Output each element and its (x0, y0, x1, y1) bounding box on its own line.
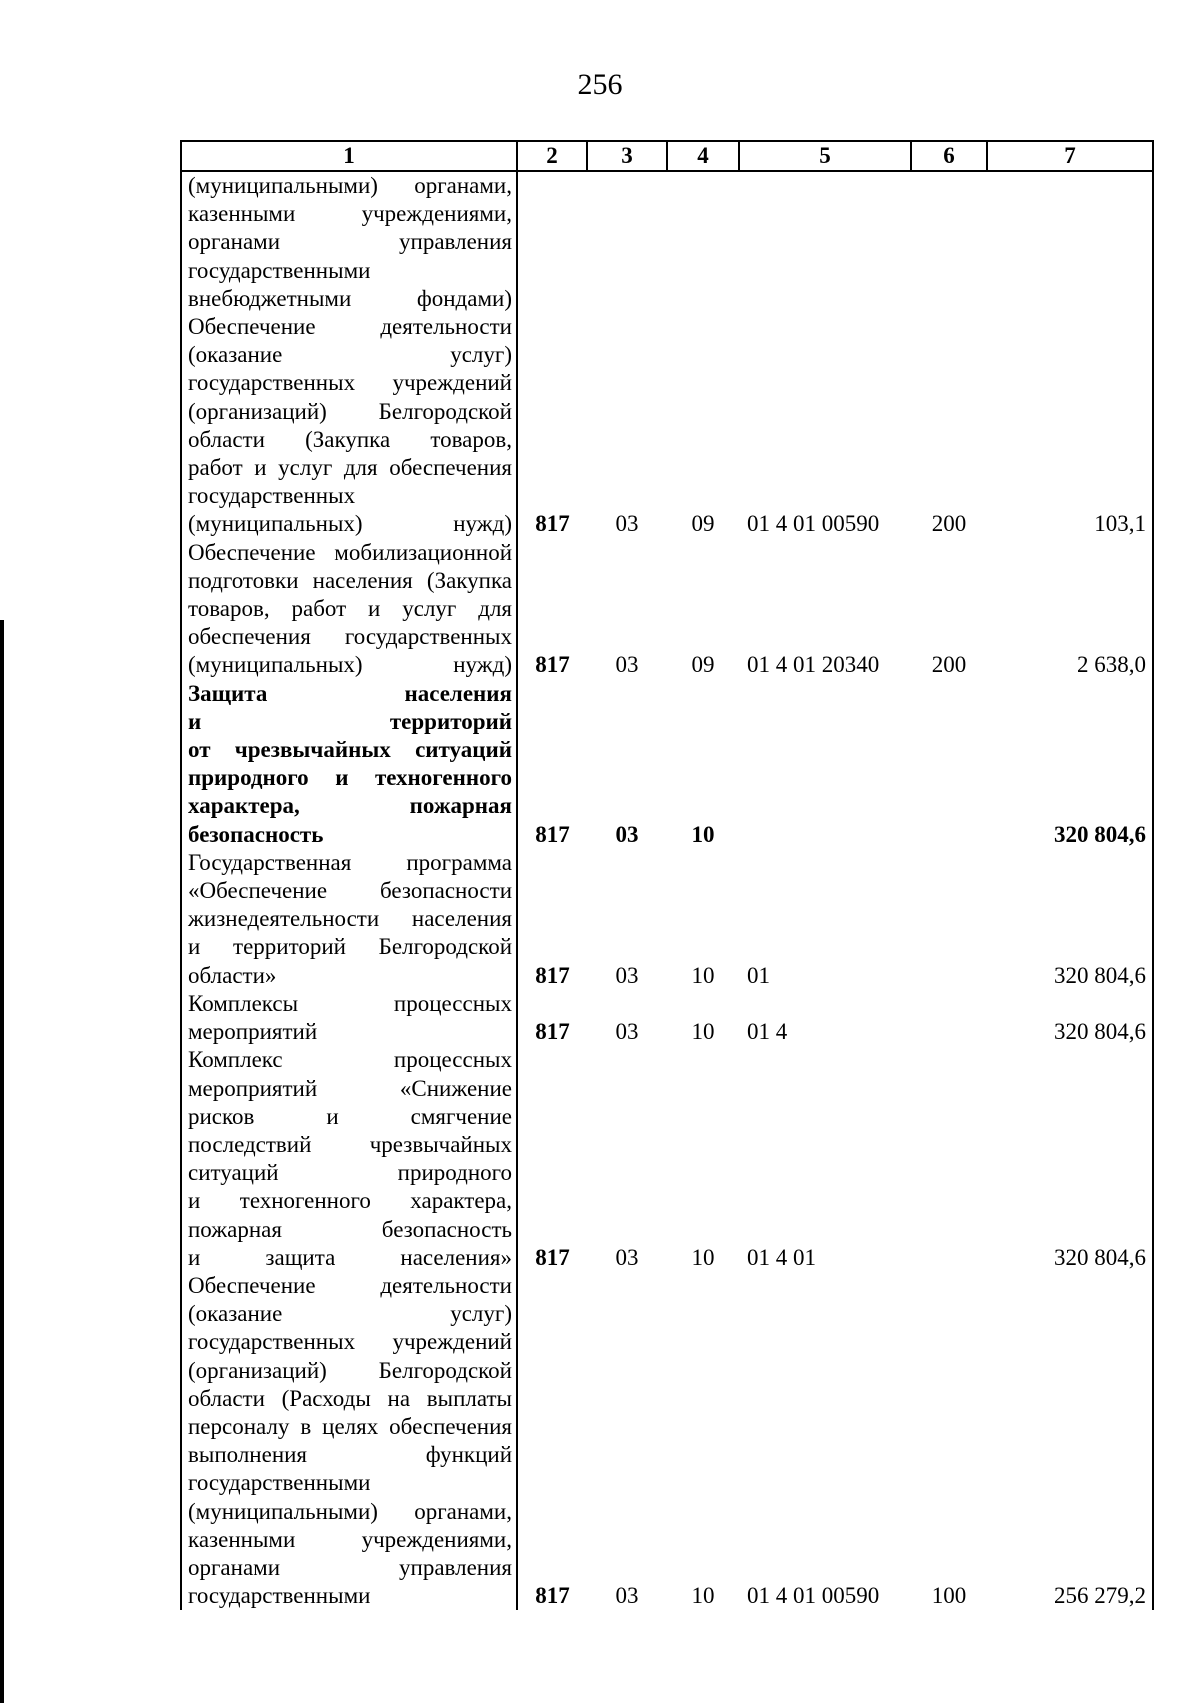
column-header-5: 5 (739, 141, 911, 171)
cell-col-2: 817 (517, 1272, 587, 1610)
table-row (181, 171, 1153, 313)
item-name-line: внебюджетными фондами) (188, 285, 512, 311)
item-name-line: Комплекс процессных (188, 1047, 512, 1073)
column-header-3: 3 (587, 141, 667, 171)
cell-col-7: 320 804,6 (987, 849, 1153, 990)
cell-col-6 (911, 171, 987, 313)
cell-col-3: 03 (615, 1244, 639, 1270)
cell-col-4: 10 (691, 1583, 715, 1609)
item-name-line: (муниципальными) органами, (188, 1498, 512, 1524)
item-name-line: Обеспечение деятельности (188, 1272, 512, 1298)
cell-col-7 (987, 171, 1153, 313)
item-name-line: обеспечения государственных (188, 624, 512, 650)
item-name-line: Государственная программа (188, 849, 512, 875)
cell-col-5: 01 4 (747, 1019, 788, 1045)
cell-col-5 (739, 680, 911, 849)
cell-col-7: 103,1 (987, 313, 1153, 539)
cell-col-5: 01 4 01 00590 (747, 511, 880, 537)
cell-col-3: 03 (615, 1583, 639, 1609)
table-body (181, 171, 1153, 1610)
cell-col-3: 03 (615, 652, 639, 678)
item-name-line: пожарная безопасность (188, 1216, 512, 1242)
cell-col-6: 200 (931, 652, 967, 678)
cell-col-4: 10 (691, 821, 715, 847)
cell-col-2: 817 (517, 990, 587, 1046)
item-name-line: безопасность (188, 821, 324, 847)
item-name-line: Обеспечение деятельности (188, 314, 512, 340)
cell-item-name (181, 313, 517, 539)
cell-col-2: 817 (517, 1046, 587, 1272)
item-name-line: (организаций) Белгородской (188, 1357, 512, 1383)
cell-col-7: 2 638,0 (987, 539, 1153, 680)
cell-col-7: 320 804,6 (987, 680, 1153, 849)
cell-col-2: 817 (517, 680, 587, 849)
cell-col-3: 03 (615, 511, 639, 537)
cell-col-5: 01 4 01 00590 (747, 1583, 880, 1609)
cell-col-5: 01 4 01 20340 (747, 652, 880, 678)
cell-item-name (181, 1272, 517, 1610)
column-header-4: 4 (667, 141, 739, 171)
item-name-line: товаров, работ и услуг для (188, 596, 512, 622)
item-name-line: ситуаций природного (188, 1160, 512, 1186)
cell-col-6: 100 (931, 1583, 967, 1609)
item-name-line: (муниципальными) органами, (188, 173, 512, 198)
item-name-line: области (Закупка товаров, (188, 426, 512, 452)
item-name-line: и территорий (188, 708, 512, 734)
table-row (181, 1272, 1153, 1610)
item-name-line: государственными (188, 1583, 371, 1609)
cell-col-4: 09 (691, 652, 715, 678)
item-name-line: (муниципальных) нужд) (188, 511, 512, 537)
item-name-line: «Обеспечение безопасности (188, 878, 512, 904)
cell-item-name (181, 990, 517, 1046)
table-row (181, 990, 1153, 1046)
item-name-line: Обеспечение мобилизационной (188, 539, 512, 565)
cell-item-name (181, 171, 517, 313)
cell-col-2 (517, 171, 587, 313)
cell-col-2: 817 (517, 539, 587, 680)
cell-col-4: 10 (691, 1244, 715, 1270)
item-name-line: выполнения функций (188, 1442, 512, 1468)
cell-col-7: 320 804,6 (987, 1046, 1153, 1272)
cell-col-7: 320 804,6 (987, 990, 1153, 1046)
table-row (181, 849, 1153, 990)
item-name-line: Защита населения (188, 680, 512, 706)
cell-col-5: 01 4 01 (747, 1244, 816, 1270)
cell-col-6 (911, 849, 987, 990)
cell-item-name (181, 1046, 517, 1272)
item-name-line: Комплексы процессных (188, 990, 512, 1016)
item-name-line: области (Расходы на выплаты (188, 1385, 512, 1411)
item-name-line: характера, пожарная (188, 793, 512, 819)
column-header-1: 1 (181, 141, 517, 171)
cell-col-4 (667, 171, 739, 313)
item-name-line: работ и услуг для обеспечения (188, 455, 512, 481)
cell-col-3 (587, 171, 667, 313)
cell-col-6 (911, 1046, 987, 1272)
cell-col-2: 817 (517, 313, 587, 539)
item-name-line: казенными учреждениями, (188, 201, 512, 227)
column-header-7: 7 (987, 141, 1153, 171)
cell-col-3: 03 (615, 821, 639, 847)
item-name-line: области» (188, 962, 277, 988)
header-row (181, 141, 1153, 171)
item-name-line: жизнедеятельности населения (188, 906, 512, 932)
item-name-line: мероприятий (188, 1019, 318, 1045)
item-name-line: и техногенного характера, (188, 1188, 512, 1214)
cell-item-name (181, 849, 517, 990)
scan-left-edge (0, 620, 4, 1703)
item-name-line: (оказание услуг) (188, 1301, 512, 1327)
item-name-line: природного и техногенного (188, 765, 512, 791)
column-header-2: 2 (517, 141, 587, 171)
column-header-6: 6 (911, 141, 987, 171)
item-name-line: государственных (188, 483, 356, 509)
cell-col-3: 03 (615, 1019, 639, 1045)
item-name-line: подготовки населения (Закупка (188, 567, 512, 593)
cell-item-name (181, 680, 517, 849)
item-name-line: государственными (188, 1470, 371, 1496)
cell-col-5: 01 (747, 962, 770, 988)
table-row (181, 539, 1153, 680)
item-name-line: (оказание услуг) (188, 342, 512, 368)
item-name-line: рисков и смягчение (188, 1103, 512, 1129)
cell-col-6 (911, 680, 987, 849)
item-name-line: государственных учреждений (188, 1329, 512, 1355)
table-row (181, 1046, 1153, 1272)
item-name-line: органами управления (188, 1554, 512, 1580)
item-name-line: (муниципальных) нужд) (188, 652, 512, 678)
table-row (181, 313, 1153, 539)
item-name-line: государственных учреждений (188, 370, 512, 396)
item-name-line: и территорий Белгородской (188, 934, 512, 960)
cell-col-4: 10 (691, 962, 715, 988)
cell-col-6 (911, 990, 987, 1046)
cell-col-2: 817 (517, 849, 587, 990)
item-name-line: (организаций) Белгородской (188, 398, 512, 424)
cell-col-3: 03 (615, 962, 639, 988)
page-number: 256 (577, 68, 623, 101)
item-name-line: органами управления (188, 229, 512, 255)
cell-col-5 (739, 171, 911, 313)
table-row (181, 680, 1153, 849)
budget-table (180, 140, 1154, 1610)
item-name-line: и защита населения» (188, 1244, 512, 1270)
item-name-line: мероприятий «Снижение (188, 1075, 512, 1101)
cell-col-6: 200 (931, 511, 967, 537)
item-name-line: персоналу в целях обеспечения (188, 1413, 512, 1439)
cell-item-name (181, 539, 517, 680)
item-name-line: казенными учреждениями, (188, 1526, 512, 1552)
item-name-line: последствий чрезвычайных (188, 1131, 512, 1157)
cell-col-4: 09 (691, 511, 715, 537)
cell-col-4: 10 (691, 1019, 715, 1045)
item-name-line: государственными (188, 257, 371, 283)
cell-col-7: 256 279,2 (987, 1272, 1153, 1610)
item-name-line: от чрезвычайных ситуаций (188, 737, 512, 763)
